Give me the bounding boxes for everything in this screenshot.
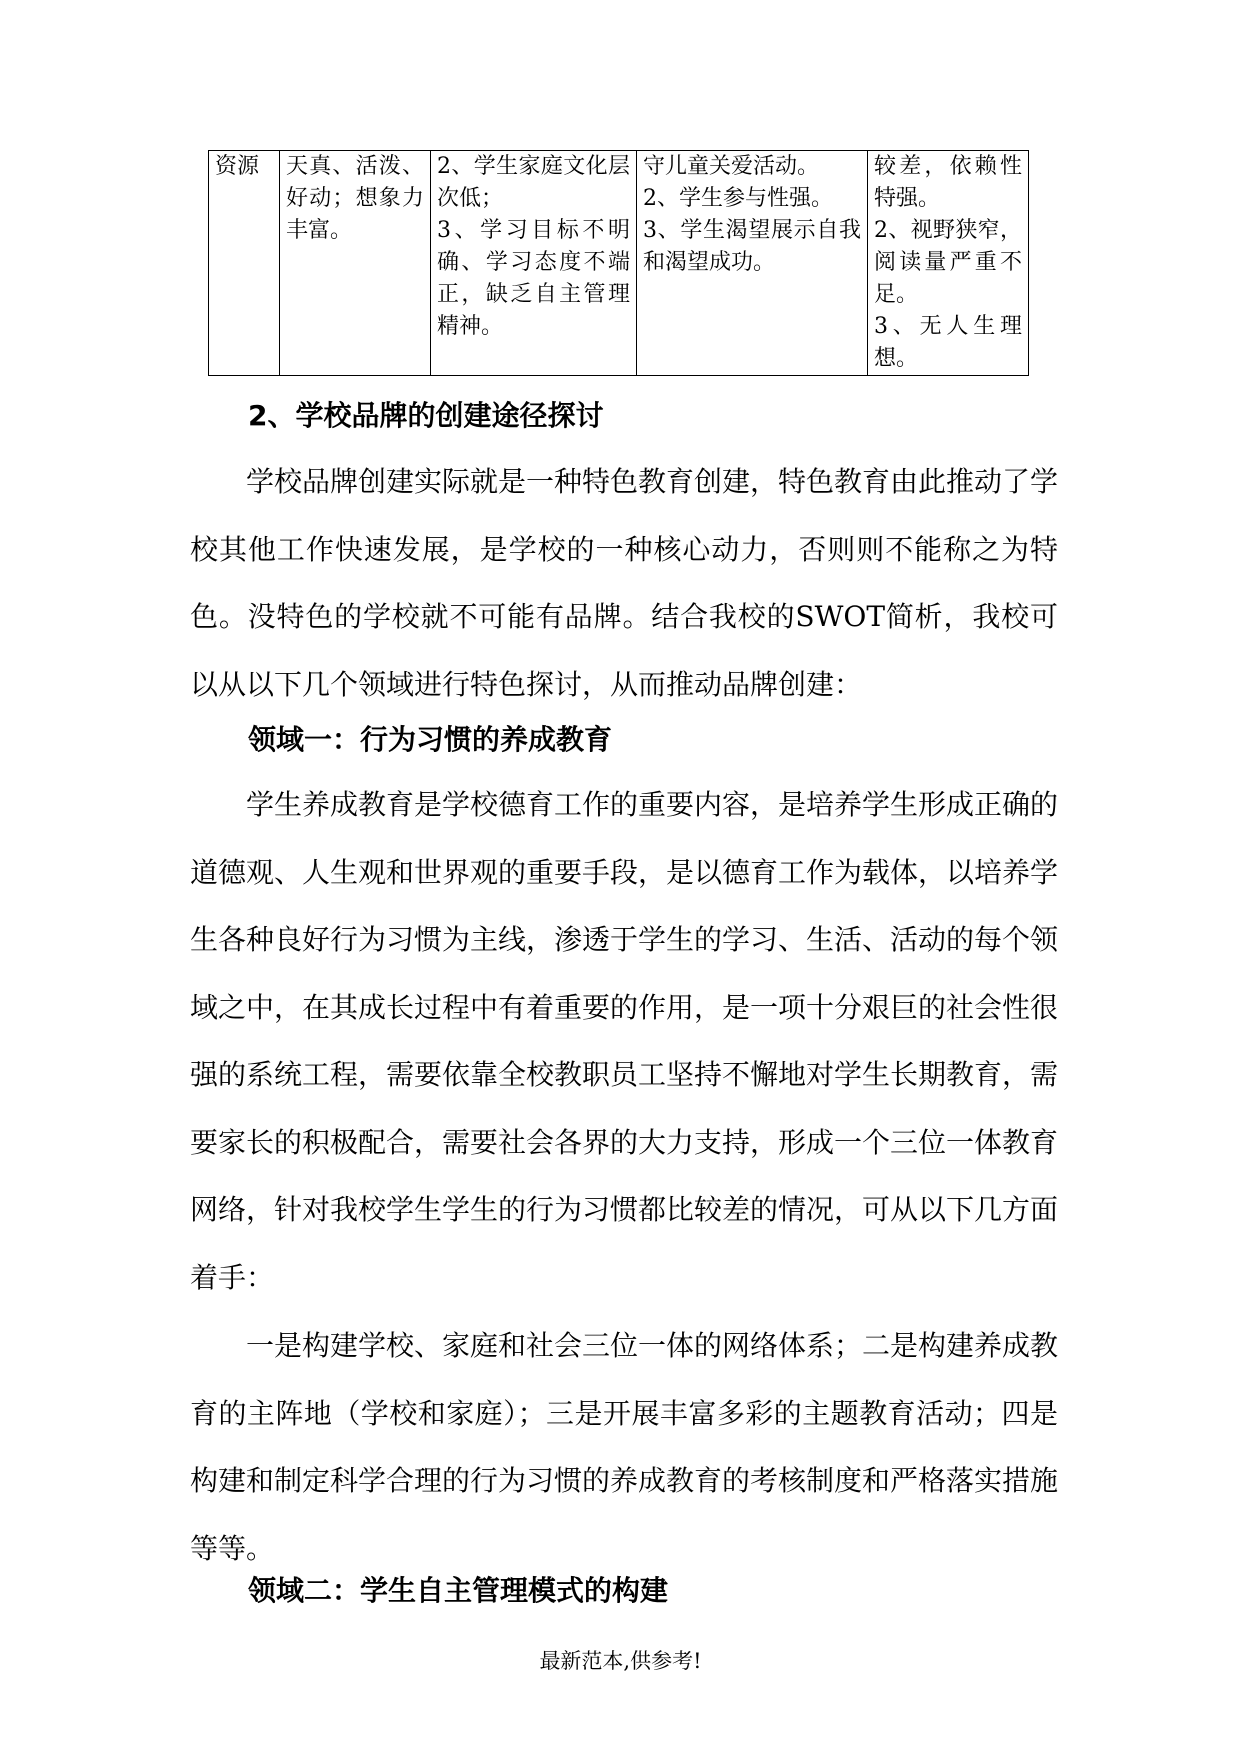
cell-line: 较差，依赖性特强。 (874, 154, 1022, 211)
area1-paragraph-1: 学生养成教育是学校德育工作的重要内容，是培养学生形成正确的道德观、人生观和世界观的重要手段，是以德育工作为载体，以培养学生各种良好行为习惯为主线，渗透于学生的学习、生活、活动的每个领域之中，在其成长过程中有着重要的作用，是一项十分艰巨的社会性很强的系统工程，需要依靠全校教职员工坚持不懈地对学生长期教育，需要家长的积极配合，需要社会各界的大力支持，形成一个三位一体教育网络，针对我校学生学生的行为习惯都比较差的情况，可从以下几方面着手： (190, 788, 1059, 1294)
table-cell (280, 151, 431, 376)
cell-line: 守儿童关爱活动。 (643, 154, 820, 179)
cell-line: 2、学生参与性强。 (643, 186, 833, 211)
cell-line: 天真、活泼、好动；想象力丰富。 (286, 154, 424, 243)
table-cell (868, 151, 1029, 376)
table-cell-label (209, 151, 280, 376)
area1-heading: 领域一：行为习惯的养成教育 (248, 723, 613, 756)
page-footer: 最新范本,供参考! (539, 1649, 702, 1673)
cell-line: 3、无人生理想。 (874, 314, 1022, 371)
cell-line: 3、学生渴望展示自我和渴望成功。 (643, 218, 861, 275)
area1-paragraph-2: 一是构建学校、家庭和社会三位一体的网络体系；二是构建养成教育的主阵地（学校和家庭）；三是开展丰富多彩的主题教育活动；四是构建和制定科学合理的行为习惯的养成教育的考核制度和严格落实措施等等。 (190, 1329, 1059, 1565)
cell-line: 2、视野狭窄，阅读量严重不足。 (874, 218, 1022, 307)
table-cell (431, 151, 637, 376)
cell-line: 资源 (215, 154, 260, 179)
section-heading: 2、学校品牌的创建途径探讨 (248, 399, 604, 432)
intro-paragraph: 学校品牌创建实际就是一种特色教育创建，特色教育由此推动了学校其他工作快速发展，是学校的一种核心动力，否则则不能称之为特色。没特色的学校就不可能有品牌。结合我校的SWOT简析，我校可以从以下几个领域进行特色探讨，从而推动品牌创建： (190, 465, 1059, 701)
cell-line: 2、学生家庭文化层次低； (437, 154, 630, 211)
area2-heading: 领域二：学生自主管理模式的构建 (248, 1574, 669, 1607)
table-cell (637, 151, 868, 376)
swot-table (208, 150, 1029, 376)
table-row (209, 151, 1029, 376)
cell-line: 3、学习目标不明确、学习态度不端正，缺乏自主管理精神。 (437, 218, 630, 339)
